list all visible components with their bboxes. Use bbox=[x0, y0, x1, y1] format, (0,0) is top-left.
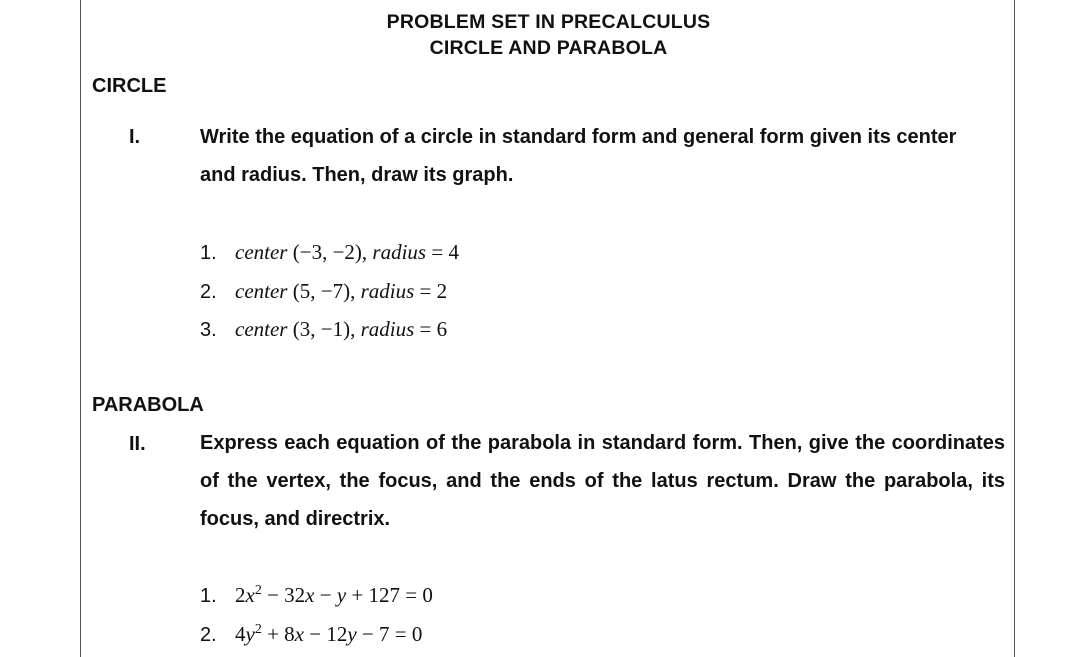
problem-expression: $2x^2 - 32x - y + 127 = 0$ bbox=[235, 583, 433, 607]
parabola-section-heading: PARABOLA bbox=[92, 394, 204, 416]
parabola-roman-numeral: II. bbox=[129, 433, 146, 455]
circle-problem-1 bbox=[200, 240, 459, 265]
page-subtitle: CIRCLE AND PARABOLA bbox=[429, 37, 668, 59]
circle-instruction: Write the equation of a circle in standard form and general form given its center and radius. Then, draw its graph. bbox=[200, 126, 957, 186]
problem-expression: $4y^2 + 8x - 12y - 7 = 0$ bbox=[235, 622, 423, 646]
parabola-instruction: Express each equation of the parabola in standard form. Then, give the coordinates of the vertex, the focus, and the ends of the latus rectum. Draw the parabola, its focus, and directrix. bbox=[200, 432, 1005, 530]
problem-number: 2. bbox=[200, 281, 217, 303]
circle-problem-3 bbox=[200, 317, 447, 342]
problem-expression: center (3, −1), radius = 6 bbox=[235, 317, 448, 341]
problem-expression: center (5, −7), radius = 2 bbox=[235, 279, 448, 303]
problem-number: 2. bbox=[200, 624, 217, 646]
circle-section-heading: CIRCLE bbox=[92, 75, 167, 97]
problem-number: 3. bbox=[200, 319, 217, 341]
parabola-problem-2 bbox=[200, 622, 422, 647]
problem-number: 1. bbox=[200, 242, 217, 264]
circle-problem-2 bbox=[200, 279, 447, 304]
parabola-problem-1 bbox=[200, 583, 433, 608]
page-title: PROBLEM SET IN PRECALCULUS bbox=[386, 11, 711, 33]
circle-roman-numeral: I. bbox=[129, 126, 141, 148]
problem-expression: center (−3, −2), radius = 4 bbox=[235, 240, 459, 264]
document-page bbox=[80, 0, 1015, 657]
problem-number: 1. bbox=[200, 585, 217, 607]
